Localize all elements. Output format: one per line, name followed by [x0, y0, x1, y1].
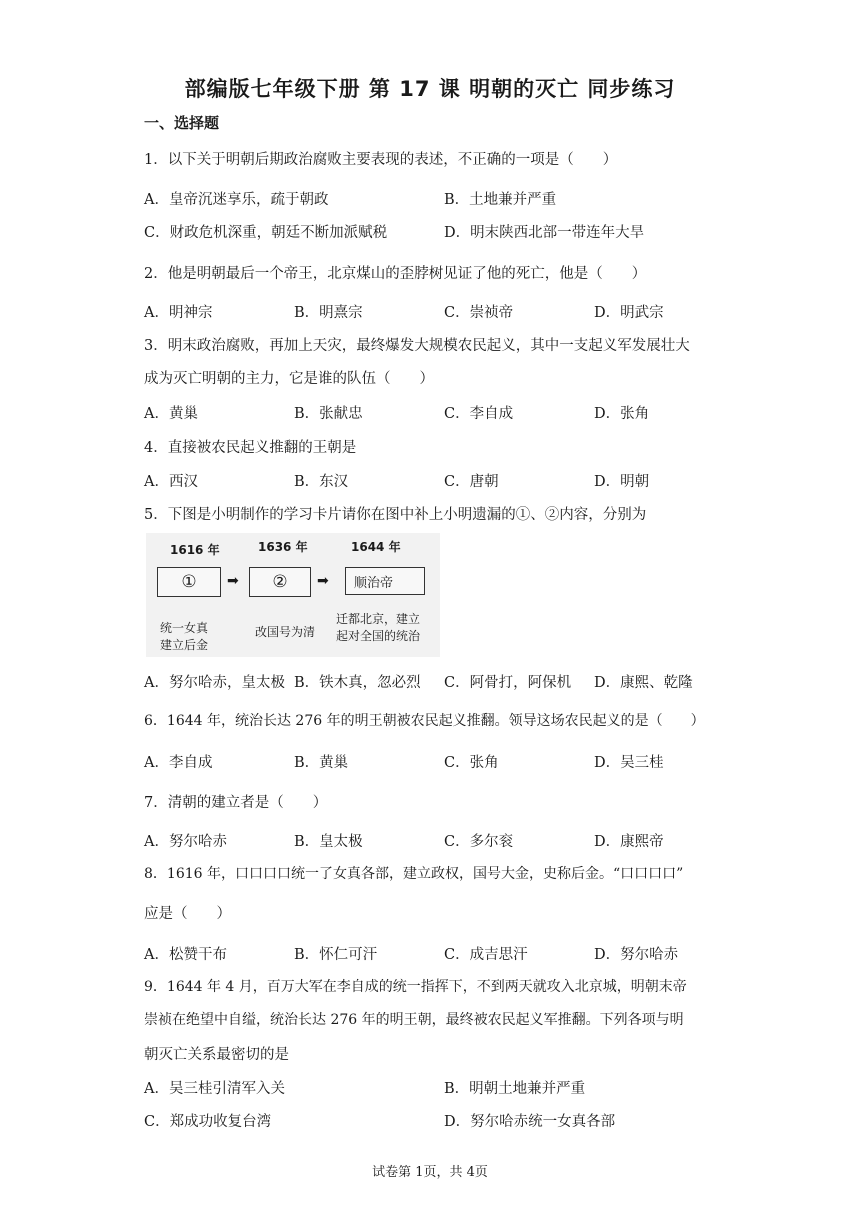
question-9-option-d[interactable]: D．努尔哈赤统一女真各部 — [444, 1114, 616, 1130]
question-1-option-b[interactable]: B．土地兼并严重 — [444, 192, 557, 208]
question-3-option-d[interactable]: D．张角 — [594, 406, 650, 422]
learning-card-figure — [146, 533, 440, 657]
card-year-1644: 1644 年 — [351, 540, 401, 554]
question-8-stem-line1: 8．1616 年，口口口口统一了女真各部，建立政权，国号大金，史称后金。“口口口口” — [144, 866, 684, 882]
question-9-option-a[interactable]: A．吴三桂引清军入关 — [144, 1081, 285, 1097]
question-8-stem-line2: 应是（ ） — [144, 906, 231, 922]
card-note-2: 改国号为清 — [255, 625, 316, 639]
question-3-option-b[interactable]: B．张献忠 — [294, 406, 363, 422]
question-1-option-c[interactable]: C．财政危机深重，朝廷不断加派赋税 — [144, 225, 388, 241]
question-6-option-c[interactable]: C．张角 — [444, 755, 499, 771]
question-5-option-b[interactable]: B．铁木真，忽必烈 — [294, 675, 421, 691]
question-3-option-c[interactable]: C．李自成 — [444, 406, 514, 422]
question-8-option-b[interactable]: B．怀仁可汗 — [294, 947, 378, 963]
question-3-stem-line1: 3．明末政治腐败，再加上天灾，最终爆发大规模农民起义，其中一支起义军发展壮大 — [144, 338, 690, 354]
question-1-option-a[interactable]: A．皇帝沉迷享乐，疏于朝政 — [144, 192, 329, 208]
question-7-option-b[interactable]: B．皇太极 — [294, 834, 363, 850]
question-1-stem: 1．以下关于明朝后期政治腐败主要表现的表述，不正确的一项是（ ） — [144, 152, 618, 168]
question-5-option-a[interactable]: A．努尔哈赤，皇太极 — [144, 675, 285, 691]
arrow-right-icon: ➡ — [317, 573, 329, 589]
question-9-option-c[interactable]: C．郑成功收复台湾 — [144, 1114, 272, 1130]
question-3-option-a[interactable]: A．黄巢 — [144, 406, 198, 422]
question-7-option-c[interactable]: C．多尔衮 — [444, 834, 514, 850]
question-2-option-d[interactable]: D．明武宗 — [594, 305, 664, 321]
question-8-option-a[interactable]: A．松赞干布 — [144, 947, 227, 963]
question-5-stem: 5．下图是小明制作的学习卡片请你在图中补上小明遗漏的①、②内容，分别为 — [144, 507, 647, 523]
question-2-option-c[interactable]: C．崇祯帝 — [444, 305, 514, 321]
arrow-right-icon: ➡ — [227, 573, 239, 589]
card-year-1636: 1636 年 — [258, 540, 308, 554]
card-year-1616: 1616 年 — [170, 543, 220, 557]
question-6-option-a[interactable]: A．李自成 — [144, 755, 213, 771]
question-5-option-c[interactable]: C．阿骨打，阿保机 — [444, 675, 572, 691]
question-6-option-b[interactable]: B．黄巢 — [294, 755, 349, 771]
question-6-option-d[interactable]: D．吴三桂 — [594, 755, 664, 771]
question-7-option-d[interactable]: D．康熙帝 — [594, 834, 664, 850]
question-1-option-d[interactable]: D．明末陕西北部一带连年大旱 — [444, 225, 645, 241]
question-8-option-d[interactable]: D．努尔哈赤 — [594, 947, 679, 963]
question-2-option-a[interactable]: A．明神宗 — [144, 305, 213, 321]
question-9-stem-line3: 朝灭亡关系最密切的是 — [144, 1047, 289, 1063]
card-box-shunzhi: 顺治帝 — [345, 567, 425, 595]
question-4-option-d[interactable]: D．明朝 — [594, 474, 650, 490]
card-note-1: 统一女真 建立后金 — [160, 621, 209, 652]
question-9-stem-line1: 9．1644 年 4 月，百万大军在李自成的统一指挥下，不到两天就攻入北京城，明朝末帝 — [144, 979, 687, 995]
section-heading: 一、选择题 — [144, 114, 220, 132]
question-4-stem: 4．直接被农民起义推翻的王朝是 — [144, 440, 357, 456]
question-7-stem: 7．清朝的建立者是（ ） — [144, 795, 328, 811]
card-note-3: 迁都北京，建立 起对全国的统治 — [336, 612, 421, 643]
page-title: 部编版七年级下册 第 17 课 明朝的灭亡 同步练习 — [184, 77, 676, 101]
question-2-stem: 2．他是明朝最后一个帝王，北京煤山的歪脖树见证了他的死亡，他是（ ） — [144, 266, 647, 282]
question-2-option-b[interactable]: B．明熹宗 — [294, 305, 363, 321]
question-5-option-d[interactable]: D．康熙、乾隆 — [594, 675, 693, 691]
question-4-option-b[interactable]: B．东汉 — [294, 474, 349, 490]
question-9-stem-line2: 崇祯在绝望中自缢，统治长达 276 年的明王朝，最终被农民起义军推翻。下列各项与明 — [144, 1012, 684, 1028]
question-9-option-b[interactable]: B．明朝土地兼并严重 — [444, 1081, 586, 1097]
question-4-option-a[interactable]: A．西汉 — [144, 474, 198, 490]
question-3-stem-line2: 成为灭亡明朝的主力，它是谁的队伍（ ） — [144, 371, 434, 387]
question-4-option-c[interactable]: C．唐朝 — [444, 474, 499, 490]
card-box-blank-2: ② — [249, 567, 311, 597]
page-footer: 试卷第 1页，共 4页 — [372, 1165, 488, 1180]
question-6-stem: 6．1644 年，统治长达 276 年的明王朝被农民起义推翻。领导这场农民起义的是（ ） — [144, 713, 705, 729]
card-box-blank-1: ① — [157, 567, 221, 597]
question-7-option-a[interactable]: A．努尔哈赤 — [144, 834, 227, 850]
question-8-option-c[interactable]: C．成吉思汗 — [444, 947, 528, 963]
